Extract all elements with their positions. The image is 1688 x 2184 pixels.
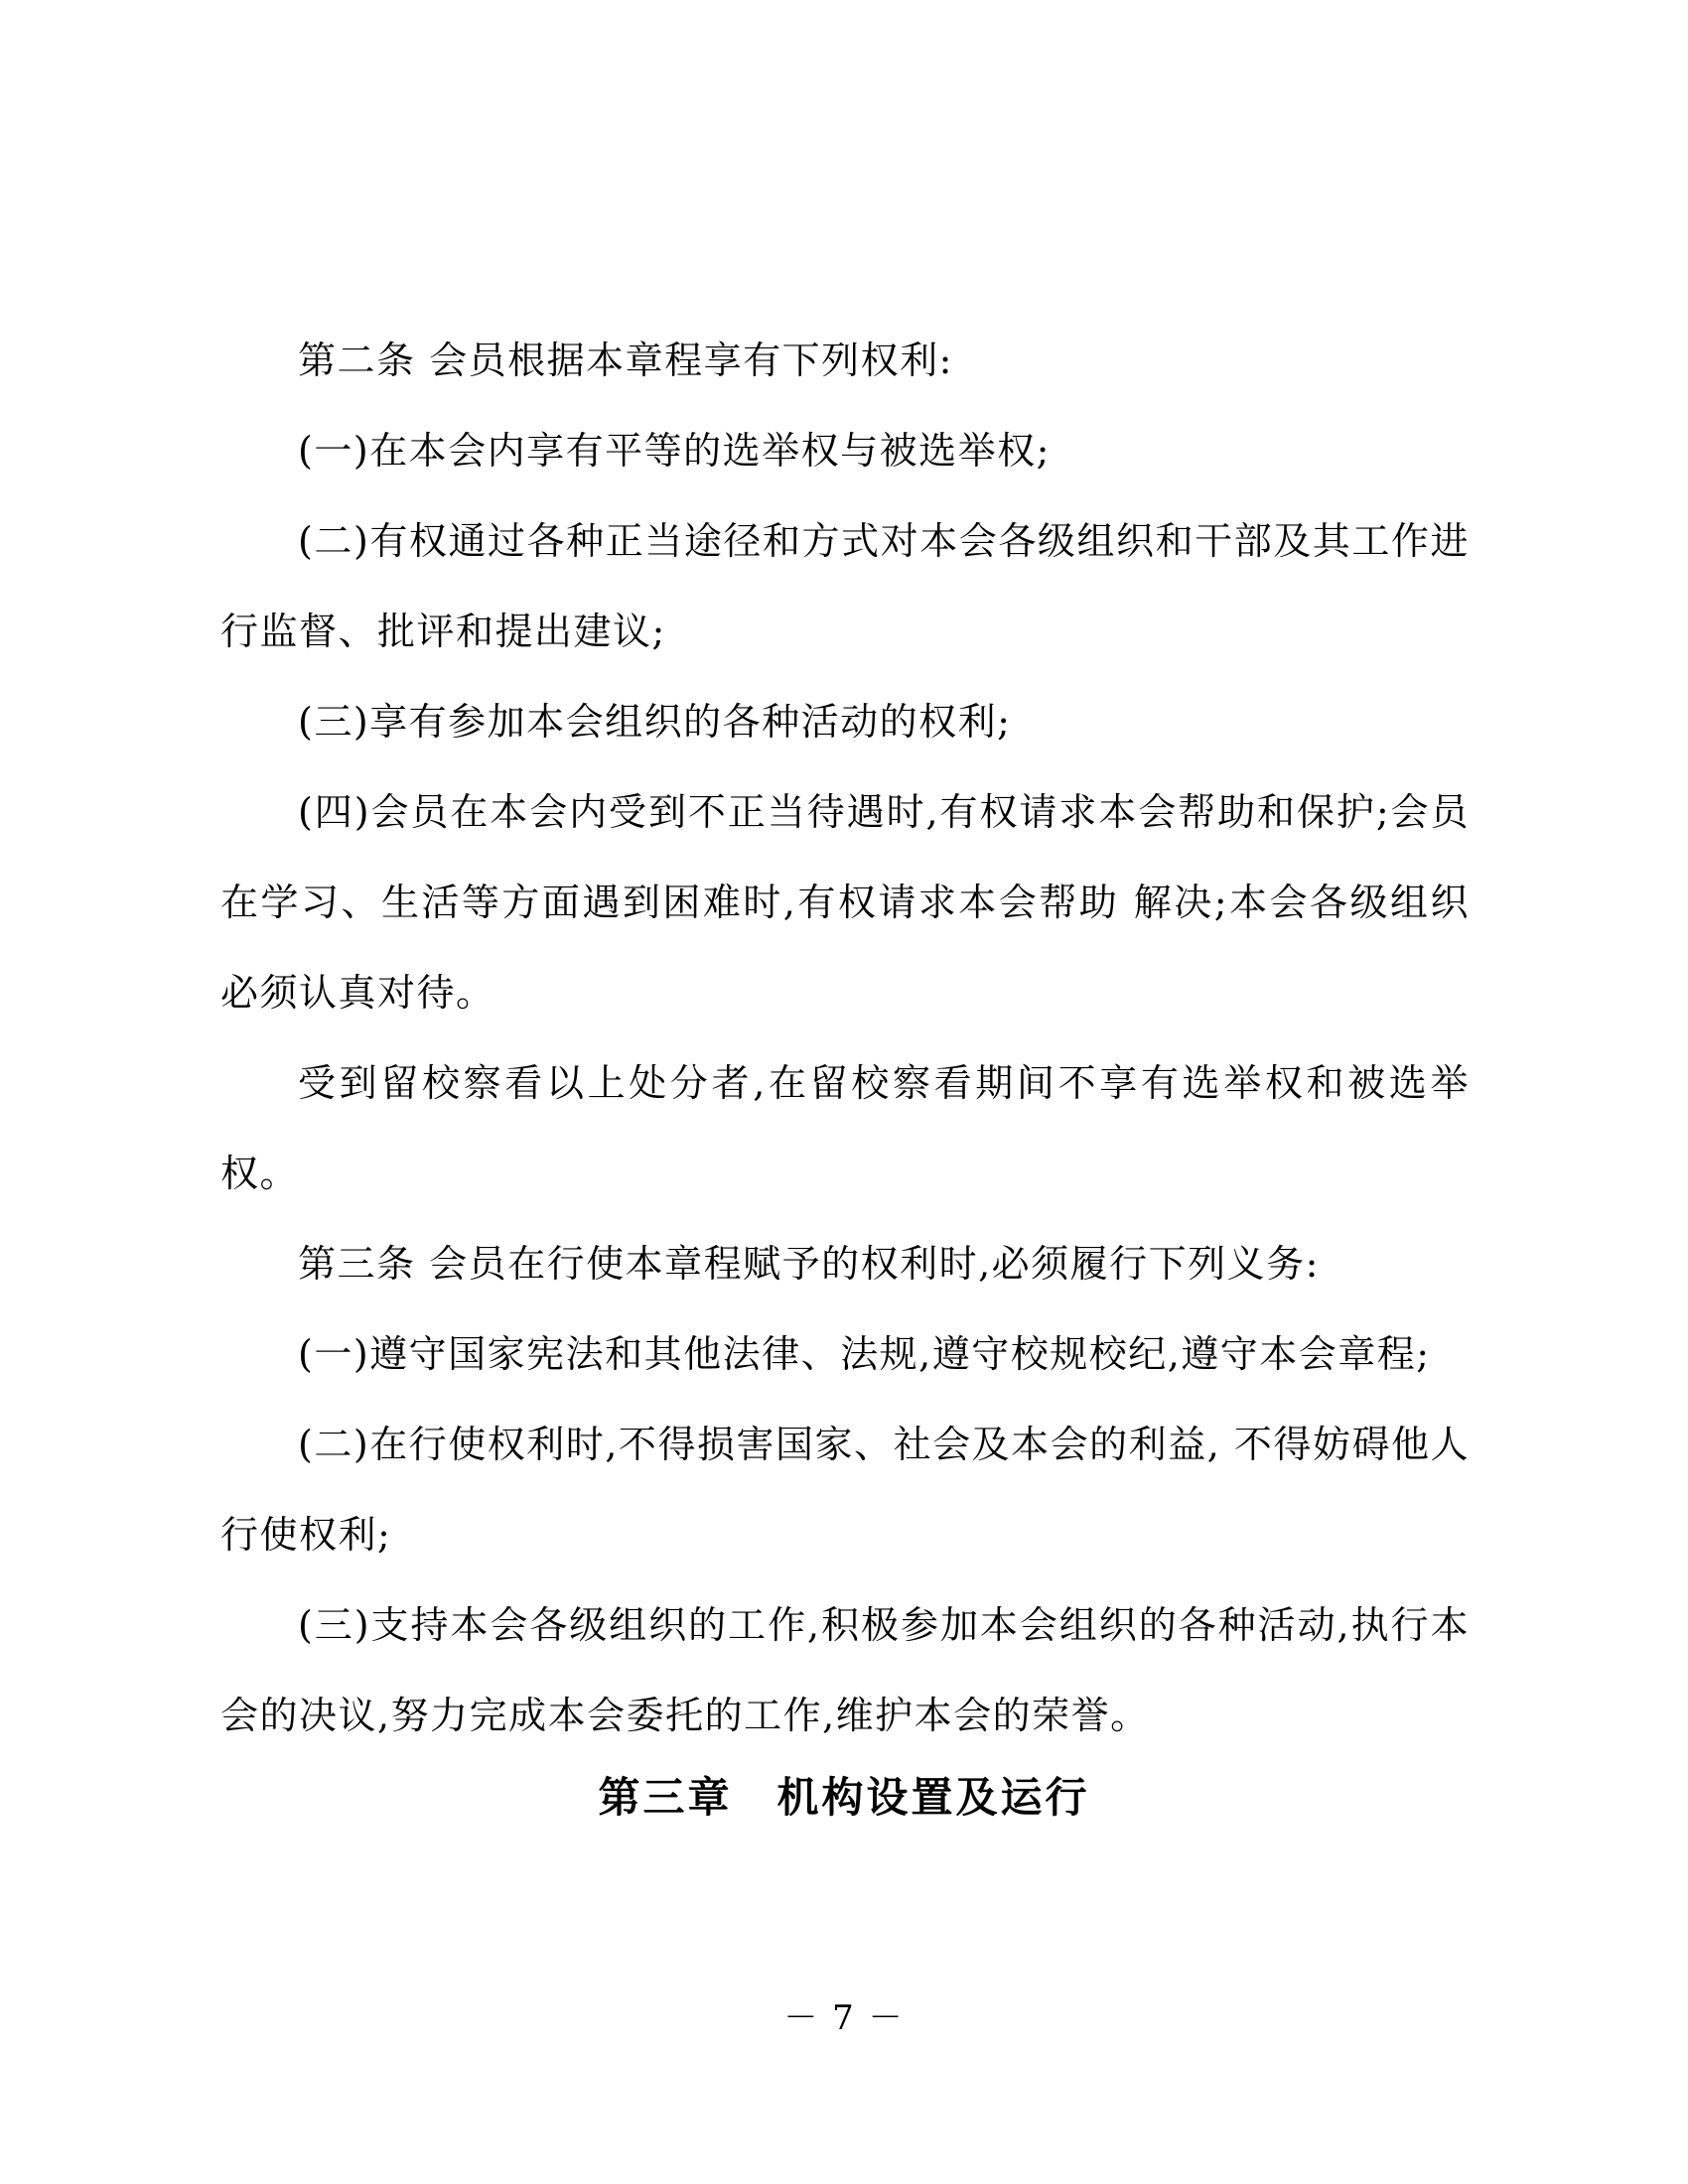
article-2-note: 受到留校察看以上处分者,在留校察看期间不享有选举权和被选举权。 — [220, 1061, 1470, 1195]
article-2-item-4: (四)会员在本会内受到不正当待遇时,有权请求本会帮助和保护;会员在学习、生活等方面遇到困难时,有权请求本会帮助 解决;本会各级组织必须认真对待。 — [220, 790, 1470, 1015]
article-2-item-1: (一)在本会内享有平等的选举权与被选举权; — [298, 429, 1051, 473]
article-3-heading: 第三条 会员在行使本章程赋予的权利时,必须履行下列义务: — [298, 1242, 1320, 1286]
chapter-heading: 第三章 机构设置及运行 — [598, 1773, 1090, 1822]
article-3-item-1: (一)遵守国家宪法和其他法律、法规,遵守校规校纪,遵守本会章程; — [298, 1332, 1431, 1376]
article-3-item-3: (三)支持本会各级组织的工作,积极参加本会组织的各种活动,执行本会的决议,努力完成本会委托的工作,维护本会的荣誉。 — [220, 1603, 1470, 1737]
article-2-item-2: (二)有权通过各种正当途径和方式对本会各级组织和干部及其工作进行监督、批评和提出建议; — [220, 519, 1470, 653]
article-3-item-2: (二)在行使权利时,不得损害国家、社会及本会的利益, 不得妨碍他人行使权利; — [220, 1423, 1470, 1557]
document-body — [220, 316, 1470, 1761]
article-2-item-3: (三)享有参加本会组织的各种活动的权利; — [298, 700, 1012, 744]
page-number: － 7 － — [783, 1998, 905, 2038]
article-2-heading: 第二条 会员根据本章程享有下列权利: — [298, 339, 953, 382]
